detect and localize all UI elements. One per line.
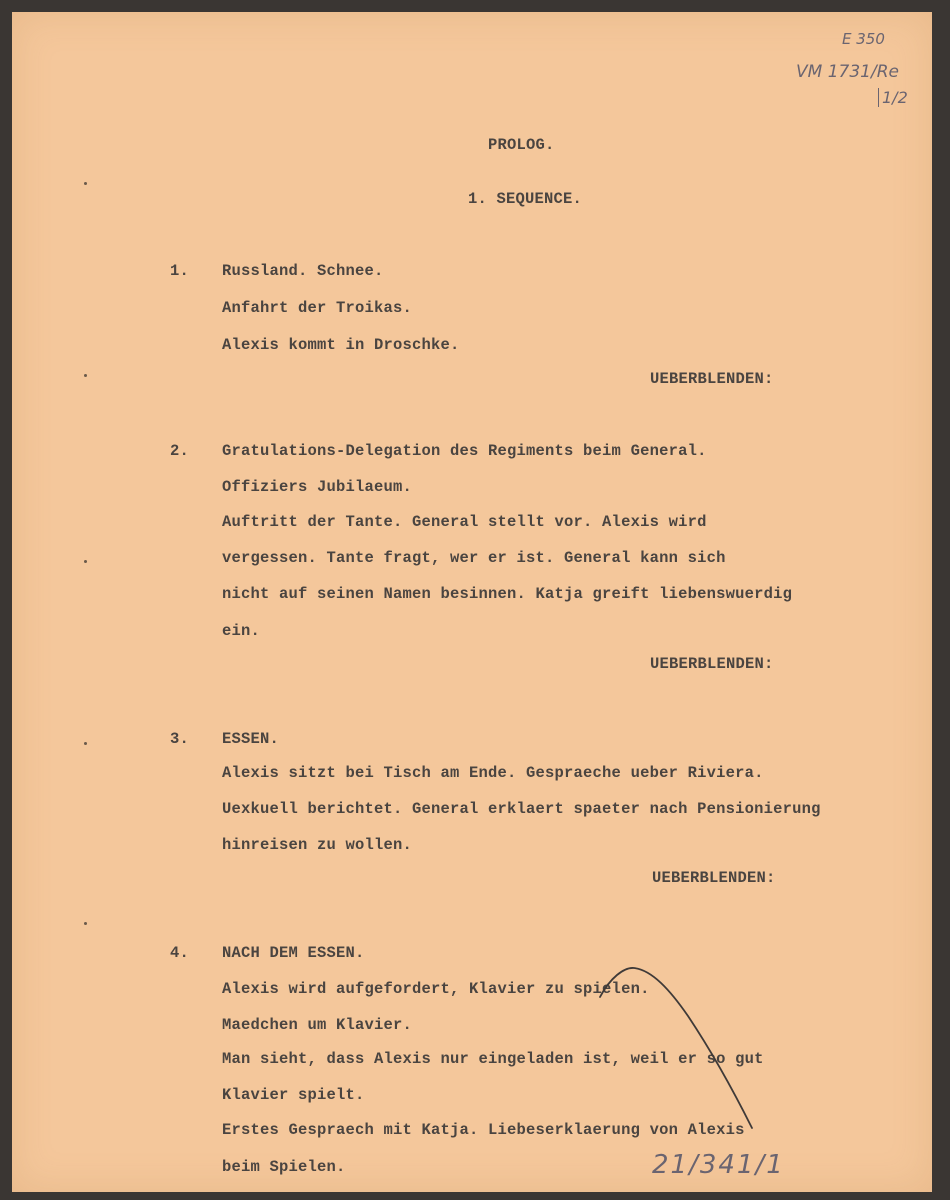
scene-line: Man sieht, dass Alexis nur eingeladen ist, weil er so gut bbox=[222, 1050, 764, 1068]
transition-label: UEBERBLENDEN: bbox=[652, 869, 776, 887]
scene-number: 2. bbox=[170, 442, 190, 460]
archive-part: 1/2 bbox=[878, 88, 908, 107]
scene-heading: ESSEN. bbox=[222, 730, 280, 748]
archive-number: 21/341/1 bbox=[652, 1150, 785, 1180]
scene-line: ein. bbox=[222, 622, 261, 640]
scene-heading: NACH DEM ESSEN. bbox=[222, 944, 365, 962]
scene-line: Klavier spielt. bbox=[222, 1086, 365, 1104]
scene-number: 3. bbox=[170, 730, 190, 748]
scene-line: Alexis sitzt bei Tisch am Ende. Gespraeche ueber Riviera. bbox=[222, 764, 764, 782]
scene-line: Uexkuell berichtet. General erklaert spaeter nach Pensionierung bbox=[222, 800, 821, 818]
archive-reference: VM 1731/Re bbox=[796, 62, 899, 82]
pencil-check-mark bbox=[12, 12, 932, 1192]
scene-line: vergessen. Tante fragt, wer er ist. General kann sich bbox=[222, 549, 726, 567]
transition-label: UEBERBLENDEN: bbox=[650, 370, 774, 388]
scene-line: hinreisen zu wollen. bbox=[222, 836, 413, 854]
scene-line: Anfahrt der Troikas. bbox=[222, 299, 413, 317]
scene-line: Erstes Gespraech mit Katja. Liebeserklaerung von Alexis bbox=[222, 1121, 745, 1139]
scene-number: 4. bbox=[170, 944, 190, 962]
scene-line: beim Spielen. bbox=[222, 1158, 346, 1176]
typescript-page bbox=[12, 12, 932, 1192]
sequence-heading: 1. SEQUENCE. bbox=[468, 190, 583, 208]
page-title: PROLOG. bbox=[488, 136, 555, 154]
scene-line: Auftritt der Tante. General stellt vor. Alexis wird bbox=[222, 513, 707, 531]
transition-label: UEBERBLENDEN: bbox=[650, 655, 774, 673]
archive-code: E 350 bbox=[842, 30, 885, 48]
scene-line: Alexis kommt in Droschke. bbox=[222, 336, 460, 354]
scene-line: Gratulations-Delegation des Regiments beim General. bbox=[222, 442, 707, 460]
scene-number: 1. bbox=[170, 262, 190, 280]
scene-line: Offiziers Jubilaeum. bbox=[222, 478, 413, 496]
scene-line: Alexis wird aufgefordert, Klavier zu spielen. bbox=[222, 980, 650, 998]
scene-line: nicht auf seinen Namen besinnen. Katja greift liebenswuerdig bbox=[222, 585, 793, 603]
scene-line: Russland. Schnee. bbox=[222, 262, 384, 280]
scene-line: Maedchen um Klavier. bbox=[222, 1016, 413, 1034]
